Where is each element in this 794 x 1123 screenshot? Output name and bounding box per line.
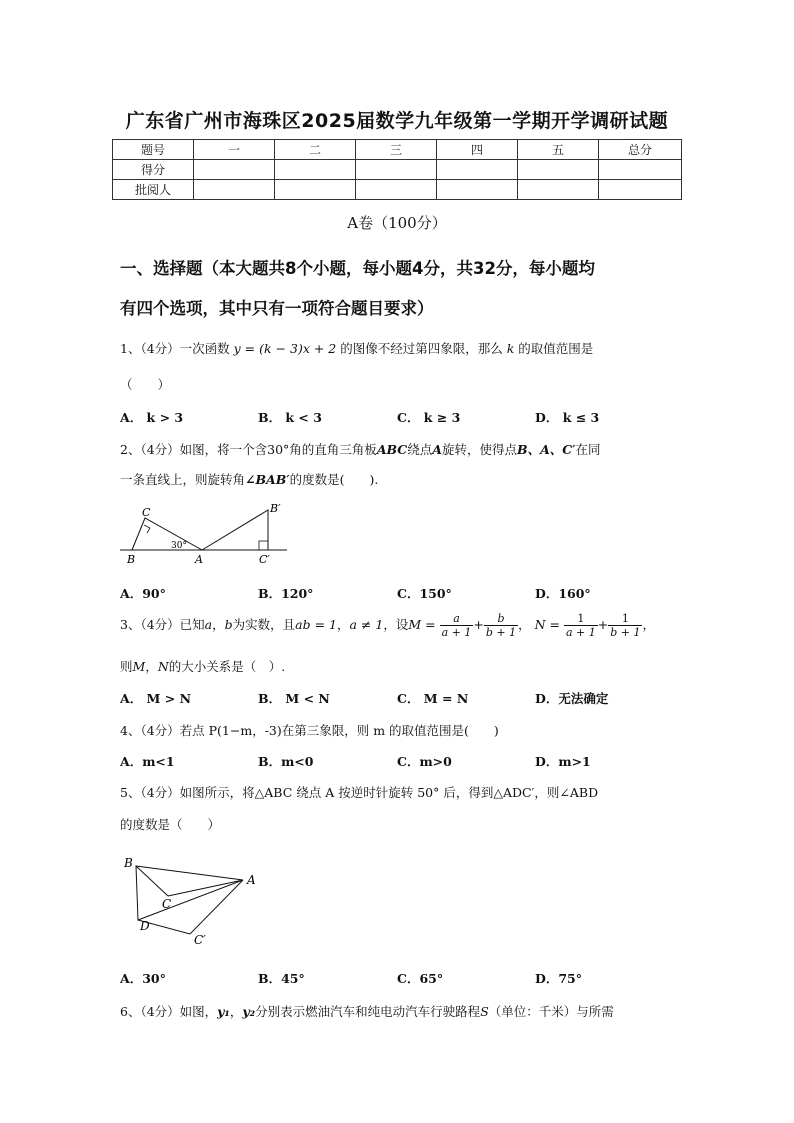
q2-label-a: A — [195, 553, 203, 566]
q3-option-c[interactable]: C． M = N — [397, 691, 469, 706]
q3-a: a — [204, 617, 213, 632]
q4-option-a[interactable]: A．m<1 — [120, 754, 175, 769]
section-heading-line1: 一、选择题（本大题共8个小题，每小题4分，共32分，每小题均 — [120, 259, 595, 278]
section-heading-line2: 有四个选项，其中只有一项符合题目要求） — [120, 299, 434, 318]
q3-text: 为实数，且 — [232, 617, 296, 632]
table-cell — [437, 160, 518, 180]
table-cell: 四 — [437, 140, 518, 160]
q2-text: 在同 — [575, 442, 601, 457]
q1-prefix: 1、（4分）一次函数 — [120, 341, 230, 356]
q5-label-b: B — [124, 856, 133, 870]
q5-option-a[interactable]: A．30° — [120, 971, 166, 986]
q3-text: ，设 — [383, 617, 409, 632]
q3-cond2: a ≠ 1 — [349, 617, 384, 632]
table-cell — [194, 160, 275, 180]
q5-option-c[interactable]: C．65° — [397, 971, 444, 986]
q1-middle: 的图像不经过第四象限，那么 — [340, 341, 503, 356]
q3-fraction: $\frac{1}{b + 1}$ — [610, 612, 641, 639]
table-cell — [275, 180, 356, 200]
table-cell: 题号 — [113, 140, 194, 160]
q3-option-a[interactable]: A． M > N — [120, 691, 191, 706]
q2-option-c[interactable]: C．150° — [397, 586, 452, 601]
q3-n: N — [157, 659, 169, 674]
q3-text: ， — [212, 617, 225, 632]
q4-option-d[interactable]: D．m>1 — [535, 754, 591, 769]
question-1-paren: （ ） — [120, 377, 171, 392]
q6-s: S — [480, 1004, 489, 1019]
q3-cond1: ab = 1 — [295, 617, 337, 632]
table-cell: 一 — [194, 140, 275, 160]
q3-plus: + — [597, 617, 609, 632]
q4-option-b[interactable]: B．m<0 — [258, 754, 314, 769]
q5-option-d[interactable]: D．75° — [535, 971, 582, 986]
table-cell: 三 — [356, 140, 437, 160]
q3-text: 则 — [120, 659, 133, 674]
question-3-line2 — [120, 657, 285, 675]
q1-option-b[interactable]: B． k < 3 — [258, 410, 322, 425]
question-5-line2: 的度数是（ ） — [120, 817, 221, 832]
q3-text: 3、（4分）已知 — [120, 617, 205, 632]
q2-figure — [115, 500, 295, 570]
table-row — [113, 140, 682, 160]
q3-fraction: $\frac{1}{a + 1}$ — [565, 612, 596, 639]
q1-formula: y = (k − 3)x + 2 — [233, 341, 337, 356]
q3-text: ， — [145, 659, 158, 674]
q3-text: 的大小关系是（ ）. — [168, 659, 286, 674]
question-4: 4、（4分）若点 P(1−m，-3)在第三象限，则 m 的取值范围是( ) — [120, 723, 499, 738]
q6-y1: y₁ — [217, 1004, 230, 1019]
table-cell: 批阅人 — [113, 180, 194, 200]
q2-option-b[interactable]: B．120° — [258, 586, 314, 601]
q2-label-30: 30° — [171, 541, 187, 551]
q6-y2: y₂ — [242, 1004, 256, 1019]
q5-label-a: A — [247, 873, 256, 887]
q2-label-b: B — [127, 553, 136, 566]
q6-text: （单位：千米）与所需 — [488, 1004, 614, 1019]
q5-label-d: D — [140, 919, 150, 933]
q3-text: ， — [518, 617, 531, 632]
q3-m-def: M = — [408, 617, 436, 632]
q6-text: 分别表示燃油汽车和纯电动汽车行驶路程 — [255, 1004, 481, 1019]
section-a-label: A卷（100分） — [347, 214, 447, 232]
q3-plus: + — [473, 617, 484, 632]
table-cell — [194, 180, 275, 200]
q2-text: 的度数是( ). — [289, 472, 379, 487]
table-row — [113, 160, 682, 180]
q2-abc: ABC — [376, 442, 408, 457]
q6-text: 6、（4分）如图， — [120, 1004, 218, 1019]
page-title: 广东省广州市海珠区2025届数学九年级第一学期开学调研试题 — [125, 110, 669, 132]
q3-text: ， — [336, 617, 350, 632]
question-2-line2 — [120, 470, 378, 488]
score-table — [112, 139, 682, 200]
q2-text: 绕点 — [407, 442, 433, 457]
q5-figure — [118, 850, 268, 950]
q2-text: 一条直线上，则旋转角 — [120, 472, 246, 487]
table-cell — [356, 160, 437, 180]
question-5-line1: 5、（4分）如图所示，将△ABC 绕点 A 按逆时针旋转 50° 后，得到△ADC′，则∠ABD — [120, 785, 599, 800]
question-6-line1 — [120, 1002, 614, 1020]
q2-a: A — [432, 442, 442, 457]
q5-label-c2: C′ — [194, 933, 206, 947]
q1-var: k — [506, 341, 515, 356]
table-cell — [356, 180, 437, 200]
q2-label-c2: C′ — [259, 553, 270, 566]
question-1-line1 — [120, 339, 593, 357]
table-cell — [599, 160, 682, 180]
table-cell — [518, 180, 599, 200]
q2-option-a[interactable]: A．90° — [120, 586, 166, 601]
table-cell: 五 — [518, 140, 599, 160]
question-2-line1 — [120, 440, 601, 458]
table-row — [113, 180, 682, 200]
table-cell: 得分 — [113, 160, 194, 180]
q3-option-b[interactable]: B． M < N — [258, 691, 330, 706]
q1-option-d[interactable]: D． k ≤ 3 — [535, 410, 600, 425]
q2-angle: ∠BAB′ — [245, 472, 290, 487]
table-cell — [599, 180, 682, 200]
q2-label-c: C — [142, 506, 151, 519]
table-cell — [518, 160, 599, 180]
question-3-line1 — [120, 612, 655, 639]
table-cell — [275, 160, 356, 180]
q2-text: 旋转，使得点 — [441, 442, 517, 457]
q4-option-c[interactable]: C．m>0 — [397, 754, 452, 769]
q1-suffix: 的取值范围是 — [518, 341, 594, 356]
q1-option-c[interactable]: C． k ≥ 3 — [397, 410, 461, 425]
q3-fraction: $\frac{b}{b + 1}$ — [485, 612, 517, 639]
q1-option-a[interactable]: A． k > 3 — [120, 410, 184, 425]
table-cell: 总分 — [599, 140, 682, 160]
q2-option-d[interactable]: D．160° — [535, 586, 591, 601]
q6-text: ， — [229, 1004, 243, 1019]
q3-option-d[interactable]: D．无法确定 — [535, 691, 609, 706]
q2-text: 2、（4分）如图，将一个含30°角的直角三角板 — [120, 442, 377, 457]
q3-text: ， — [642, 617, 655, 632]
q3-m: M — [132, 659, 146, 674]
q3-n-def: N = — [534, 617, 560, 632]
table-cell — [437, 180, 518, 200]
q2-label-b2: B′ — [270, 502, 281, 515]
table-cell: 二 — [275, 140, 356, 160]
q3-fraction: $\frac{a}{a + 1}$ — [441, 612, 472, 639]
q3-b: b — [224, 617, 233, 632]
q2-bac: B、A、C′ — [517, 442, 576, 457]
q5-option-b[interactable]: B．45° — [258, 971, 305, 986]
q5-label-c: C — [162, 897, 172, 911]
